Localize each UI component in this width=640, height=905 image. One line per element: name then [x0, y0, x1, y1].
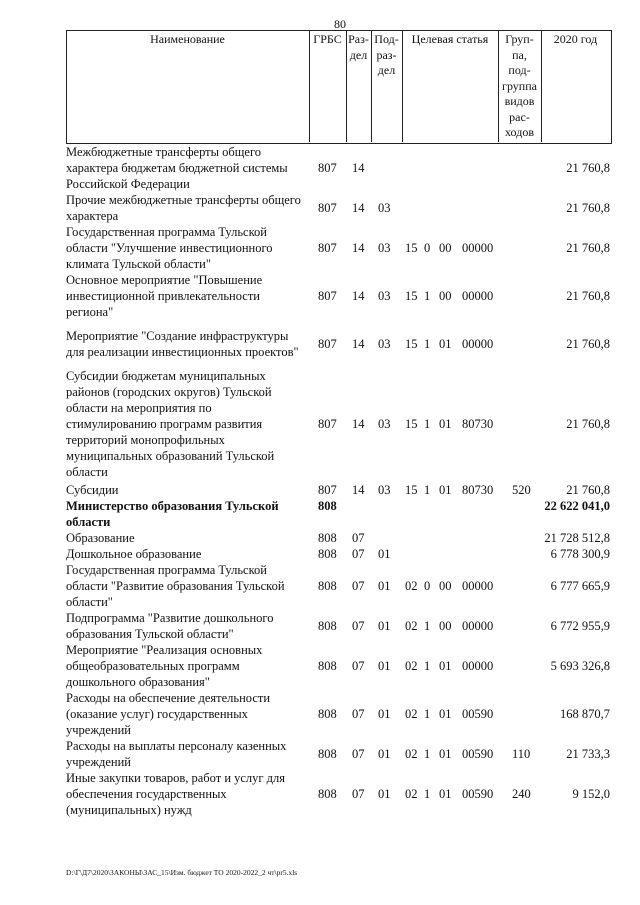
cell-cs1: 15 [405, 337, 418, 351]
cell-rz: 07 [352, 659, 365, 673]
cell-rz: 14 [352, 337, 365, 351]
cell-pr: 01 [378, 659, 391, 673]
cell-cs3: 01 [439, 787, 452, 801]
cell-cs4: 00590 [462, 707, 494, 721]
header-vid [498, 32, 541, 141]
row-name-line: области "Развитие образования Тульской [66, 579, 285, 593]
row-name [66, 562, 312, 610]
cell-cs3: 01 [439, 337, 452, 351]
cell-sum: 21 760,8 [566, 337, 610, 351]
cell-cs4: 00000 [462, 659, 494, 673]
row-name-line: районов (городских округов) Тульской [66, 385, 272, 399]
row-name-line: Субсидии [66, 483, 119, 497]
cell-sum: 21 760,8 [566, 201, 610, 215]
cell-rz: 14 [352, 289, 365, 303]
cell-cs1: 02 [405, 579, 418, 593]
cell-sum: 21 728 512,8 [544, 531, 610, 545]
cell-cs1: 15 [405, 483, 418, 497]
row-name-line: учреждений [66, 755, 131, 769]
header-podrazdel-line: раз- [376, 47, 397, 62]
header-vid-line: рас- [509, 109, 530, 124]
cell-cs2: 0 [424, 579, 431, 593]
cell-rz: 07 [352, 707, 365, 721]
row-name-line: Государственная программа Тульской [66, 225, 267, 239]
cell-rz: 14 [352, 483, 365, 497]
row-name [66, 610, 312, 642]
cell-cs4: 00000 [462, 289, 494, 303]
cell-pr: 03 [378, 241, 391, 255]
row-name-line: области "Улучшение инвестиционного [66, 241, 273, 255]
cell-cs1: 15 [405, 417, 418, 431]
cell-rz: 14 [352, 241, 365, 255]
header-vid-line: па, [512, 47, 527, 62]
cell-cs2: 1 [424, 417, 431, 431]
row-name-line: характера [66, 209, 119, 223]
cell-vr: 110 [512, 747, 531, 761]
cell-pr: 03 [378, 417, 391, 431]
cell-cs1: 02 [405, 659, 418, 673]
cell-sum: 21 760,8 [566, 417, 610, 431]
cell-cs4: 00000 [462, 241, 494, 255]
row-name [66, 738, 312, 770]
header-podrazdel-line: Под- [374, 32, 399, 46]
cell-cs3: 01 [439, 659, 452, 673]
cell-cs3: 01 [439, 417, 452, 431]
row-name [66, 498, 312, 530]
row-name-line: характера бюджетам бюджетной системы [66, 161, 288, 175]
cell-sum: 6 778 300,9 [550, 547, 610, 561]
cell-cs1: 02 [405, 619, 418, 633]
header-vid-line: видов [504, 94, 535, 108]
cell-rz: 07 [352, 747, 365, 761]
cell-cs4: 00590 [462, 787, 494, 801]
header-name: Наименование [150, 32, 225, 46]
row-name-line: климата Тульской области" [66, 257, 211, 271]
cell-pr: 01 [378, 747, 391, 761]
cell-grbs: 807 [318, 417, 337, 431]
row-name [66, 144, 312, 192]
cell-cs1: 02 [405, 787, 418, 801]
cell-grbs: 808 [318, 747, 337, 761]
cell-sum: 5 693 326,8 [550, 659, 610, 673]
cell-grbs: 808 [318, 531, 337, 545]
cell-cs3: 00 [439, 579, 452, 593]
row-name-line: Дошкольное образование [66, 547, 202, 561]
row-name-line: учреждений [66, 723, 131, 737]
cell-sum: 168 870,7 [560, 707, 610, 721]
cell-cs2: 1 [424, 483, 431, 497]
cell-rz: 07 [352, 547, 365, 561]
row-name-line: Подпрограмма "Развитие дошкольного [66, 611, 274, 625]
cell-grbs: 807 [318, 483, 337, 497]
file-path-footer: D:\Г\Д7\2020\ЗАКОНЫ\ЗАС_15\Изм. бюджет ТО 2020-2022_2 чт\pr5.xls [66, 868, 298, 877]
cell-cs3: 00 [439, 289, 452, 303]
row-name [66, 224, 312, 272]
row-name [66, 272, 312, 320]
cell-rz: 14 [352, 161, 365, 175]
row-name-line: Государственная программа Тульской [66, 563, 267, 577]
row-name [66, 642, 312, 690]
cell-rz: 07 [352, 531, 365, 545]
header-vid-line: группа [502, 78, 537, 93]
row-name-line: Расходы на обеспечение деятельности [66, 691, 271, 705]
row-name [66, 690, 312, 738]
row-name [66, 192, 312, 224]
cell-cs2: 1 [424, 619, 431, 633]
row-name-line: Субсидии бюджетам муниципальных [66, 369, 266, 383]
row-name-line: области [66, 465, 108, 479]
cell-grbs: 808 [318, 707, 337, 721]
cell-vr: 240 [512, 787, 531, 801]
cell-grbs: 807 [318, 241, 337, 255]
header-razdel [346, 32, 371, 63]
cell-pr: 01 [378, 707, 391, 721]
cell-grbs: 808 [318, 619, 337, 633]
row-name-line: Мероприятие "Создание инфраструктуры [66, 329, 289, 343]
cell-sum: 6 772 955,9 [550, 619, 610, 633]
cell-cs2: 1 [424, 289, 431, 303]
row-name-line: региона" [66, 305, 114, 319]
cell-pr: 01 [378, 547, 391, 561]
cell-cs1: 15 [405, 241, 418, 255]
row-name-line: Расходы на выплаты персоналу казенных [66, 739, 287, 753]
cell-cs2: 1 [424, 747, 431, 761]
cell-sum: 21 760,8 [566, 161, 610, 175]
cell-sum: 21 760,8 [566, 289, 610, 303]
cell-cs4: 00000 [462, 619, 494, 633]
cell-sum: 21 760,8 [566, 241, 610, 255]
row-name-line: Образование [66, 531, 135, 545]
cell-cs4: 80730 [462, 417, 494, 431]
cell-cs2: 1 [424, 707, 431, 721]
cell-sum: 21 760,8 [566, 483, 610, 497]
cell-pr: 01 [378, 619, 391, 633]
cell-sum: 22 622 041,0 [544, 499, 610, 513]
cell-grbs: 808 [318, 787, 337, 801]
cell-rz: 14 [352, 201, 365, 215]
row-name [66, 328, 312, 360]
cell-grbs: 808 [318, 499, 337, 513]
cell-cs1: 02 [405, 707, 418, 721]
header-razdel-line: Раз- [348, 32, 369, 46]
cell-grbs: 807 [318, 337, 337, 351]
row-name-line: стимулированию программ развития [66, 417, 263, 431]
row-name [66, 546, 312, 562]
row-name-line: Иные закупки товаров, работ и услуг для [66, 771, 286, 785]
cell-cs3: 01 [439, 707, 452, 721]
cell-grbs: 807 [318, 289, 337, 303]
cell-cs3: 00 [439, 241, 452, 255]
cell-cs2: 0 [424, 241, 431, 255]
cell-pr: 01 [378, 787, 391, 801]
page-number: 80 [334, 17, 346, 31]
cell-cs3: 01 [439, 747, 452, 761]
row-name [66, 770, 312, 818]
header-podrazdel [371, 32, 402, 79]
row-name-line: обеспечения государственных [66, 787, 227, 801]
row-name-line: муниципальных образований Тульской [66, 449, 275, 463]
cell-grbs: 808 [318, 659, 337, 673]
header-razdel-line: дел [349, 47, 368, 62]
row-name [66, 530, 312, 546]
cell-sum: 6 777 665,9 [550, 579, 610, 593]
cell-cs1: 15 [405, 289, 418, 303]
cell-pr: 03 [378, 483, 391, 497]
header-vid-line: под- [508, 63, 531, 77]
row-name-line: области на мероприятия по [66, 401, 212, 415]
cell-pr: 01 [378, 579, 391, 593]
cell-grbs: 807 [318, 161, 337, 175]
cell-pr: 03 [378, 201, 391, 215]
header-vid-line: ходов [505, 125, 534, 139]
header-podrazdel-line: дел [377, 63, 396, 77]
row-name [66, 368, 312, 480]
cell-cs3: 00 [439, 619, 452, 633]
row-name-line: Основное мероприятие "Повышение [66, 273, 263, 287]
cell-rz: 07 [352, 787, 365, 801]
row-name-line: Российской Федерации [66, 177, 190, 191]
header-grbs: ГРБС [313, 32, 342, 46]
cell-vr: 520 [512, 483, 531, 497]
row-name-line: области [66, 515, 111, 529]
header-year: 2020 год [553, 32, 598, 46]
row-name [66, 482, 312, 498]
header-celevaya: Целевая статья [411, 32, 489, 46]
cell-cs4: 00590 [462, 747, 494, 761]
row-name-line: Министерство образования Тульской [66, 499, 279, 513]
row-name-line: Межбюджетные трансферты общего [66, 145, 262, 159]
row-name-line: дошкольного образования" [66, 675, 210, 689]
row-name-line: общеобразовательных программ [66, 659, 240, 673]
cell-rz: 07 [352, 579, 365, 593]
cell-rz: 14 [352, 417, 365, 431]
row-name-line: территорий монопрофильных [66, 433, 225, 447]
row-name-line: Прочие межбюджетные трансферты общего [66, 193, 301, 207]
cell-grbs: 808 [318, 579, 337, 593]
row-name-line: (оказание услуг) государственных [66, 707, 248, 721]
cell-cs2: 1 [424, 659, 431, 673]
cell-rz: 07 [352, 619, 365, 633]
cell-grbs: 808 [318, 547, 337, 561]
cell-pr: 03 [378, 289, 391, 303]
cell-cs4: 00000 [462, 337, 494, 351]
row-name-line: области" [66, 595, 113, 609]
cell-grbs: 807 [318, 201, 337, 215]
cell-cs1: 02 [405, 747, 418, 761]
cell-sum: 21 733,3 [566, 747, 610, 761]
cell-cs4: 00000 [462, 579, 494, 593]
cell-cs3: 01 [439, 483, 452, 497]
cell-cs4: 80730 [462, 483, 494, 497]
row-name-line: инвестиционной привлекательности [66, 289, 261, 303]
row-name-line: образования Тульской области" [66, 627, 234, 641]
cell-cs2: 1 [424, 337, 431, 351]
cell-pr: 03 [378, 337, 391, 351]
cell-cs2: 1 [424, 787, 431, 801]
header-vid-line: Груп- [505, 32, 534, 46]
row-name-line: (муниципальных) нужд [66, 803, 192, 817]
row-name-line: для реализации инвестиционных проектов" [66, 345, 299, 359]
row-name-line: Мероприятие "Реализация основных [66, 643, 263, 657]
cell-sum: 9 152,0 [572, 787, 610, 801]
